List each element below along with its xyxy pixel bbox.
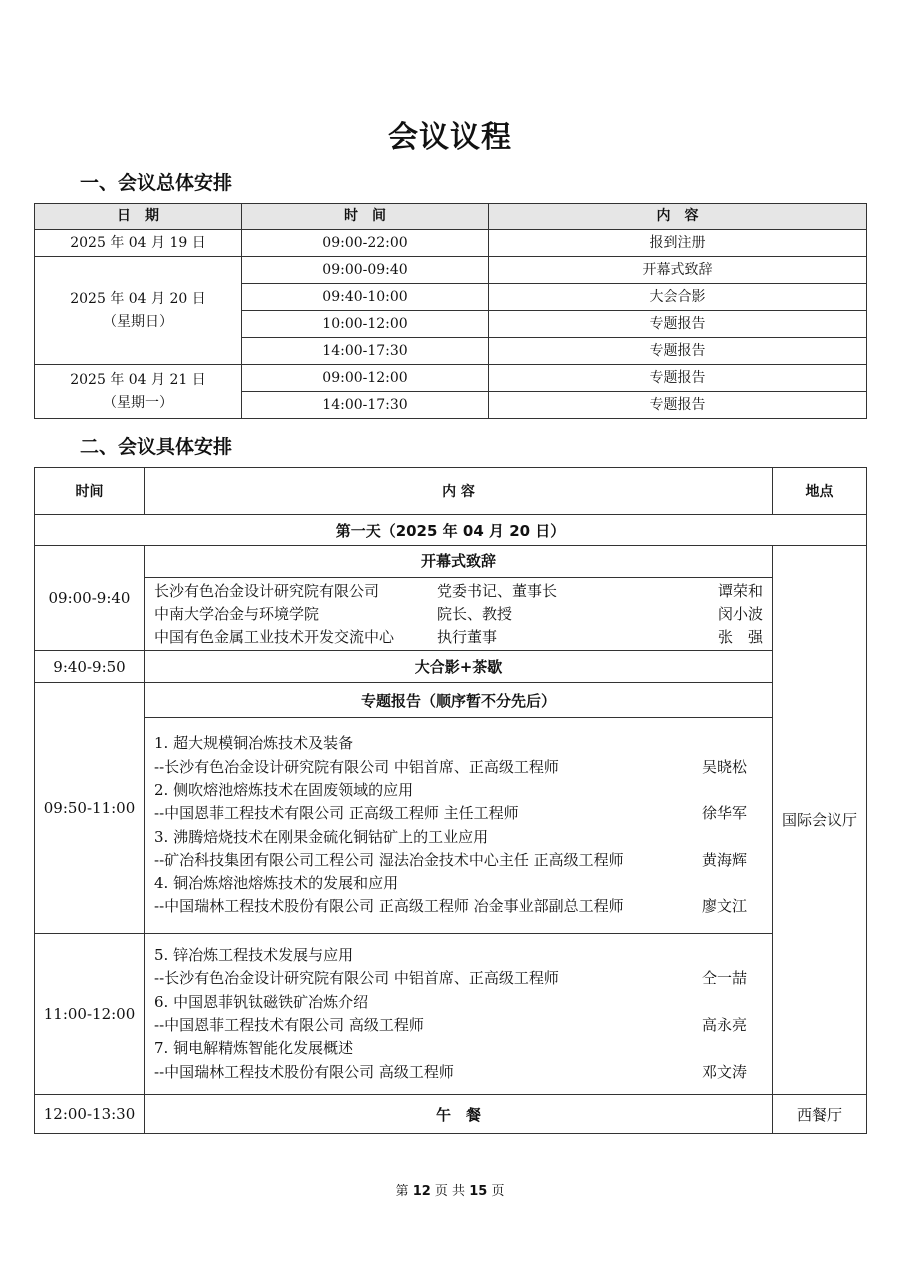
speaker-name: 闵小波 xyxy=(717,605,763,623)
date-cell xyxy=(35,365,242,419)
table-row xyxy=(35,934,867,1095)
talk-topic: 4. 铜冶炼熔池熔炼技术的发展和应用 xyxy=(154,874,399,893)
footer-prefix: 第 xyxy=(395,1184,409,1199)
content-cell: 专题报告 xyxy=(489,392,867,419)
time-cell: 09:00-09:40 xyxy=(242,257,489,284)
talk-detail: --长沙有色冶金设计研究院有限公司 中铝首席、正高级工程师 仝一喆 xyxy=(154,967,772,990)
header-content: 内 容 xyxy=(489,204,867,230)
lunch-title: 午 餐 xyxy=(145,1095,773,1134)
page-footer xyxy=(0,1180,900,1199)
weekday-text: （星期一） xyxy=(103,394,173,411)
time-cell: 12:00-13:30 xyxy=(35,1095,145,1134)
content-cell: 报到注册 xyxy=(489,230,867,257)
table-row xyxy=(35,651,867,683)
talk-topic: 7. 铜电解精炼智能化发展概述 xyxy=(154,1039,354,1058)
header-content: 内 容 xyxy=(145,468,773,515)
date-cell xyxy=(35,257,242,365)
time-cell: 11:00-12:00 xyxy=(35,934,145,1095)
time-cell: 9:40-9:50 xyxy=(35,651,145,683)
speaker-org: 中国有色金属工业技术开发交流中心 xyxy=(154,628,395,646)
day-row xyxy=(35,515,867,546)
speaker-name: 张 强 xyxy=(717,628,763,646)
table-row xyxy=(35,718,867,934)
session-talks xyxy=(145,934,773,1095)
talk-speaker: 廖文江 xyxy=(702,897,748,916)
location-main: 国际会议厅 xyxy=(773,546,867,1095)
footer-total-pages: 15 xyxy=(469,1184,488,1199)
session-talks xyxy=(145,718,773,934)
time-cell: 09:00-12:00 xyxy=(242,365,489,392)
speaker-line xyxy=(145,626,772,649)
speaker-role: 院长、教授 xyxy=(437,605,513,623)
talk-topic: 2. 侧吹熔池熔炼技术在固废领域的应用 xyxy=(154,780,414,799)
opening-cell xyxy=(145,546,773,651)
content-cell: 专题报告 xyxy=(489,311,867,338)
time-cell: 10:00-12:00 xyxy=(242,311,489,338)
photo-title: 大合影+茶歇 xyxy=(145,651,773,683)
speaker-name: 谭荣和 xyxy=(717,582,763,600)
table-row xyxy=(35,546,867,651)
speaker-line xyxy=(145,603,772,626)
talk-speaker: 徐华军 xyxy=(702,804,748,823)
date-text: 2025 年 04 月 20 日 xyxy=(70,290,206,307)
reports-title: 专题报告（顺序暂不分先后） xyxy=(145,683,773,718)
opening-title: 开幕式致辞 xyxy=(145,546,772,578)
table-row xyxy=(35,683,867,718)
header-time: 时间 xyxy=(35,468,145,515)
section-heading-overall: 一、会议总体安排 xyxy=(80,172,233,194)
time-cell: 09:40-10:00 xyxy=(242,284,489,311)
table-header-row xyxy=(35,468,867,515)
footer-suffix: 页 xyxy=(491,1184,505,1199)
talk-speaker: 邓文涛 xyxy=(702,1062,748,1081)
talk-detail: --中国恩菲工程技术有限公司 高级工程师 高永亮 xyxy=(154,1014,772,1037)
detailed-schedule-table xyxy=(34,467,867,1134)
talk-speaker: 吴晓松 xyxy=(702,757,748,776)
time-cell: 09:00-9:40 xyxy=(35,546,145,651)
table-row xyxy=(35,1095,867,1134)
header-time: 时 间 xyxy=(242,204,489,230)
talk-detail: --矿冶科技集团有限公司工程公司 湿法冶金技术中心主任 正高级工程师 黄海辉 xyxy=(154,849,772,872)
content-cell: 大会合影 xyxy=(489,284,867,311)
page-title: 会议议程 xyxy=(388,120,512,155)
content-cell: 开幕式致辞 xyxy=(489,257,867,284)
time-cell: 14:00-17:30 xyxy=(242,392,489,419)
date-cell: 2025 年 04 月 19 日 xyxy=(35,230,242,257)
time-cell: 09:50-11:00 xyxy=(35,683,145,934)
talk-detail: --长沙有色冶金设计研究院有限公司 中铝首席、正高级工程师 吴晓松 xyxy=(154,756,772,779)
header-date: 日 期 xyxy=(35,204,242,230)
speaker-role: 党委书记、董事长 xyxy=(437,582,558,600)
table-header-row xyxy=(35,204,867,230)
section-heading-detailed: 二、会议具体安排 xyxy=(80,436,233,458)
weekday-text: （星期日） xyxy=(103,313,173,330)
talk-topic: 6. 中国恩菲钒钛磁铁矿冶炼介绍 xyxy=(154,992,369,1011)
speaker-org: 长沙有色冶金设计研究院有限公司 xyxy=(154,582,380,600)
footer-current-page: 12 xyxy=(412,1184,431,1199)
talk-detail: --中国瑞林工程技术股份有限公司 高级工程师 邓文涛 xyxy=(154,1061,772,1084)
talk-detail: --中国瑞林工程技术股份有限公司 正高级工程师 冶金事业部副总工程师 廖文江 xyxy=(154,895,772,918)
speaker-org: 中南大学冶金与环境学院 xyxy=(154,605,320,623)
footer-middle: 页 共 xyxy=(434,1184,466,1199)
talk-speaker: 仝一喆 xyxy=(702,969,748,988)
speaker-role: 执行董事 xyxy=(437,628,498,646)
talk-topic: 3. 沸腾焙烧技术在刚果金硫化铜钴矿上的工业应用 xyxy=(154,827,489,846)
talk-topic: 5. 锌冶炼工程技术发展与应用 xyxy=(154,946,354,965)
lunch-location: 西餐厅 xyxy=(773,1095,867,1134)
time-cell: 09:00-22:00 xyxy=(242,230,489,257)
talk-speaker: 黄海辉 xyxy=(702,850,748,869)
time-cell: 14:00-17:30 xyxy=(242,338,489,365)
content-cell: 专题报告 xyxy=(489,365,867,392)
speaker-line xyxy=(145,580,772,603)
talk-speaker: 高永亮 xyxy=(702,1016,748,1034)
table-row xyxy=(35,230,867,257)
date-text: 2025 年 04 月 21 日 xyxy=(70,371,206,388)
overall-schedule-table xyxy=(34,203,867,419)
table-row xyxy=(35,257,867,284)
table-row xyxy=(35,365,867,392)
talk-detail: --中国恩菲工程技术有限公司 正高级工程师 主任工程师 徐华军 xyxy=(154,802,772,825)
talk-topic: 1. 超大规模铜冶炼技术及装备 xyxy=(154,734,354,753)
day-label: 第一天（2025 年 04 月 20 日） xyxy=(35,515,867,546)
content-cell: 专题报告 xyxy=(489,338,867,365)
header-location: 地点 xyxy=(773,468,867,515)
